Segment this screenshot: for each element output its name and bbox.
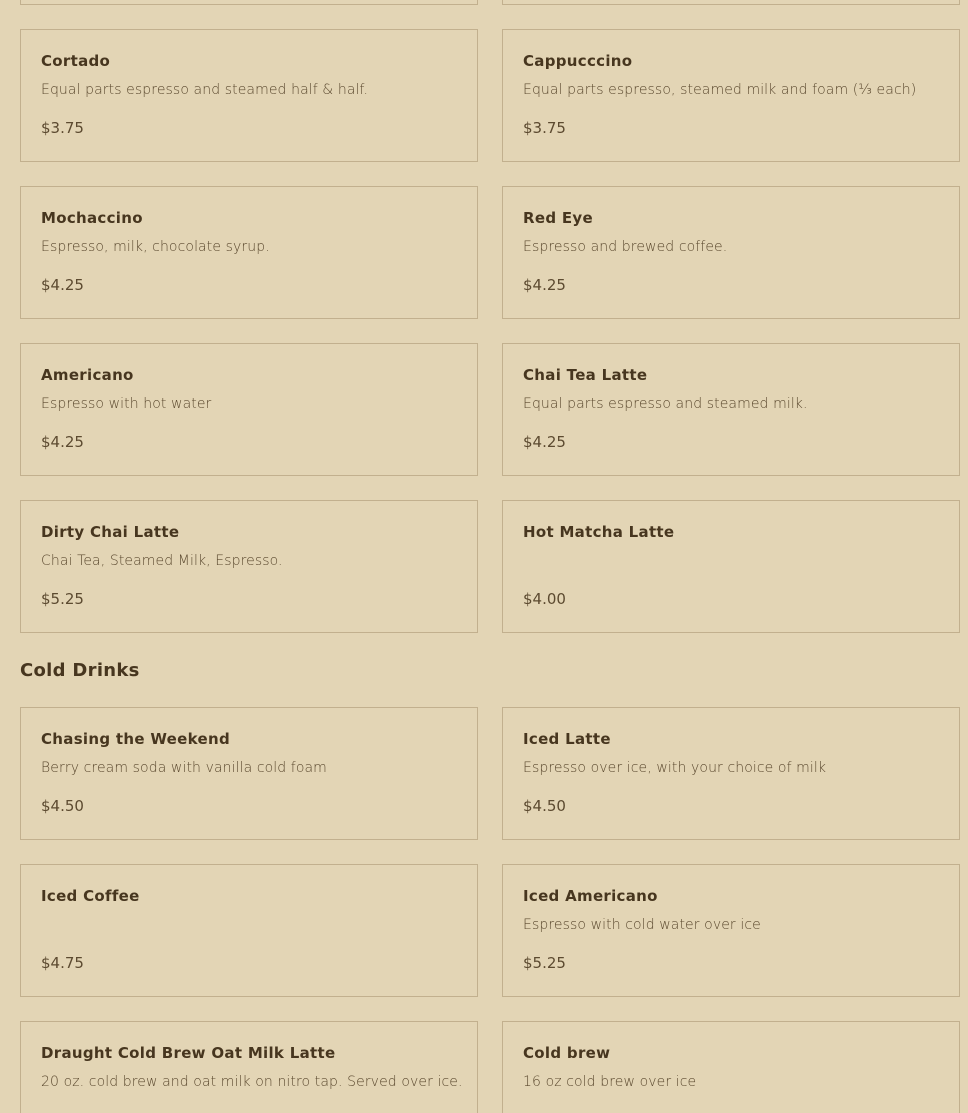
item-price: $4.50 xyxy=(523,797,566,815)
item-name: Draught Cold Brew Oat Milk Latte xyxy=(41,1044,336,1062)
item-name: Cappucccino xyxy=(523,52,633,70)
menu-card-cortado[interactable] xyxy=(20,29,478,162)
cold-drinks-grid xyxy=(0,707,968,1113)
item-price: $4.75 xyxy=(41,954,84,972)
item-price: $4.25 xyxy=(41,433,84,451)
item-description: Equal parts espresso, steamed milk and foam (⅓ each) xyxy=(523,82,917,98)
menu-card-cappuccino[interactable] xyxy=(502,29,960,162)
item-price: $4.25 xyxy=(523,433,566,451)
menu-card-iced-coffee[interactable] xyxy=(20,864,478,997)
menu-card-draught-cold-brew-oat-milk-latte[interactable] xyxy=(20,1021,478,1113)
menu-card-cold-brew[interactable] xyxy=(502,1021,960,1113)
item-description: Espresso and brewed coffee. xyxy=(523,239,728,255)
menu-card-mochaccino[interactable] xyxy=(20,186,478,319)
item-price: $5.25 xyxy=(523,954,566,972)
menu-card-partial-left[interactable] xyxy=(20,0,478,5)
item-name: Mochaccino xyxy=(41,209,143,227)
item-description: Espresso with cold water over ice xyxy=(523,917,761,933)
item-name: Chai Tea Latte xyxy=(523,366,648,384)
item-description: Equal parts espresso and steamed milk. xyxy=(523,396,808,412)
section-title-cold-drinks: Cold Drinks xyxy=(20,660,140,681)
item-name: Dirty Chai Latte xyxy=(41,523,180,541)
item-name: Cortado xyxy=(41,52,111,70)
item-description: Espresso over ice, with your choice of milk xyxy=(523,760,827,776)
item-name: Iced Americano xyxy=(523,887,658,905)
hot-drinks-grid xyxy=(0,29,968,633)
item-description: 20 oz. cold brew and oat milk on nitro tap. Served over ice. xyxy=(41,1074,463,1090)
menu-card-iced-americano[interactable] xyxy=(502,864,960,997)
item-name: Americano xyxy=(41,366,134,384)
menu-card-red-eye[interactable] xyxy=(502,186,960,319)
menu-card-partial-right[interactable] xyxy=(502,0,960,5)
item-name: Red Eye xyxy=(523,209,593,227)
menu-card-chasing-the-weekend[interactable] xyxy=(20,707,478,840)
item-description: 16 oz cold brew over ice xyxy=(523,1074,697,1090)
item-name: Hot Matcha Latte xyxy=(523,523,675,541)
item-price: $3.75 xyxy=(523,119,566,137)
item-price: $4.50 xyxy=(41,797,84,815)
item-name: Chasing the Weekend xyxy=(41,730,230,748)
item-price: $4.00 xyxy=(523,590,566,608)
item-description: Espresso, milk, chocolate syrup. xyxy=(41,239,270,255)
item-price: $4.25 xyxy=(523,276,566,294)
menu-card-chai-tea-latte[interactable] xyxy=(502,343,960,476)
item-price: $5.25 xyxy=(41,590,84,608)
item-price: $4.25 xyxy=(41,276,84,294)
menu-card-dirty-chai-latte[interactable] xyxy=(20,500,478,633)
menu-card-iced-latte[interactable] xyxy=(502,707,960,840)
item-description: Equal parts espresso and steamed half & half. xyxy=(41,82,369,98)
menu-card-americano[interactable] xyxy=(20,343,478,476)
item-price: $3.75 xyxy=(41,119,84,137)
item-name: Cold brew xyxy=(523,1044,611,1062)
item-description: Berry cream soda with vanilla cold foam xyxy=(41,760,327,776)
item-description: Chai Tea, Steamed Milk, Espresso. xyxy=(41,553,283,569)
item-name: Iced Coffee xyxy=(41,887,140,905)
menu-card-hot-matcha-latte[interactable] xyxy=(502,500,960,633)
item-description: Espresso with hot water xyxy=(41,396,212,412)
item-name: Iced Latte xyxy=(523,730,611,748)
top-partial-row xyxy=(0,0,968,5)
